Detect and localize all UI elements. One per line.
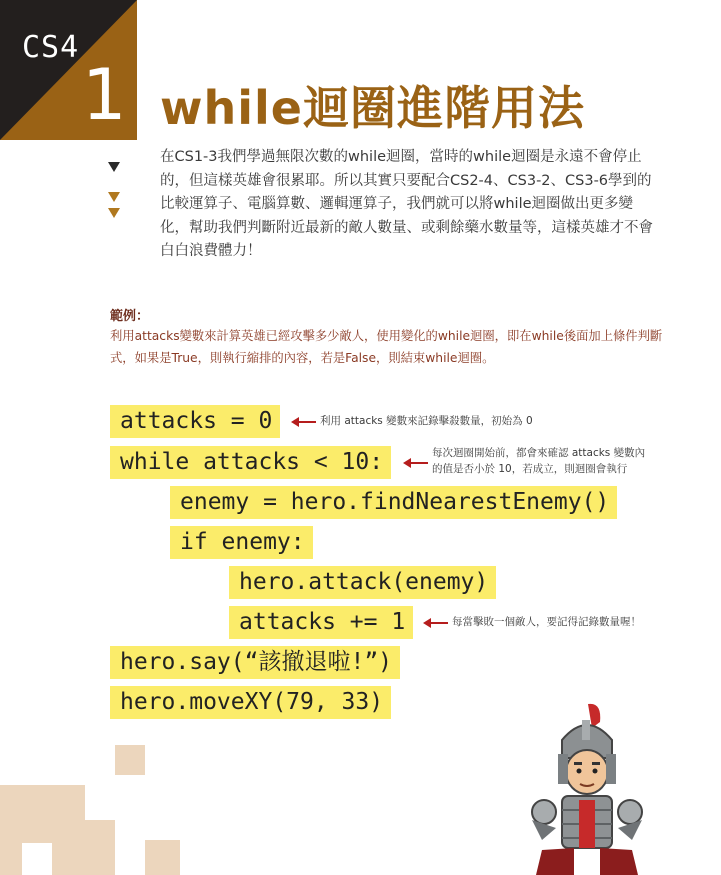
page-title: while迴圈進階用法 [160, 81, 585, 135]
badge-code: CS4 [22, 30, 80, 65]
code-line-7: hero.say(“該撤退啦!”) [110, 646, 400, 679]
code-line-3: enemy = hero.findNearestEnemy() [170, 486, 617, 519]
code-line-5: hero.attack(enemy) [229, 566, 496, 599]
code-line-4: if enemy: [170, 526, 313, 559]
intro-paragraph: 在CS1-3我們學過無限次數的while迴圈，當時的while迴圈是永遠不會停止的，但這樣英雄會很累耶。所以其實只要配合CS2-4、CS3-2、CS3-6學到的比較運算子、電腦算數、邏輯運算子，我們就可以將while迴圈做出更多變化，幫助我們判斷附近最新的敵人數量、或剩餘藥水數量等，這樣英雄才不會白白浪費體力！ [160, 149, 653, 259]
pixel-decoration [0, 745, 180, 875]
chapter-badge [0, 0, 137, 140]
triangle-down-icon [108, 208, 120, 218]
code-line-1: attacks = 0 [110, 405, 280, 438]
code-line-8: hero.moveXY(79, 33) [110, 686, 391, 719]
triangle-down-icon [108, 192, 120, 202]
note-line-2b: 的值是否小於 10，若成立，則迴圈會執行 [432, 463, 628, 475]
hero-character [522, 700, 652, 875]
note-line-2a: 每次迴圈開始前，都會來確認 attacks 變數內 [432, 447, 646, 459]
code-line-6: attacks += 1 [229, 606, 413, 639]
note-line-1: 利用 attacks 變數來記錄擊殺數量，初始為 0 [320, 415, 533, 427]
triangle-down-icon [108, 162, 120, 172]
arrow-left-icon [430, 622, 448, 624]
arrow-left-icon [410, 462, 428, 464]
example-description: 利用attacks變數來計算英雄已經攻擊多少敵人，使用變化的while迴圈，即在while後面加上條件判斷式，如果是True，則執行縮排的內容，若是False，則結束while迴圈。 [110, 329, 663, 365]
badge-number: 1 [82, 54, 127, 136]
code-line-2: while attacks < 10: [110, 446, 391, 479]
note-line-6: 每當擊敗一個敵人，要記得記錄數量喔！ [452, 616, 641, 628]
arrow-left-icon [298, 421, 316, 423]
example-label: 範例： [110, 309, 150, 324]
